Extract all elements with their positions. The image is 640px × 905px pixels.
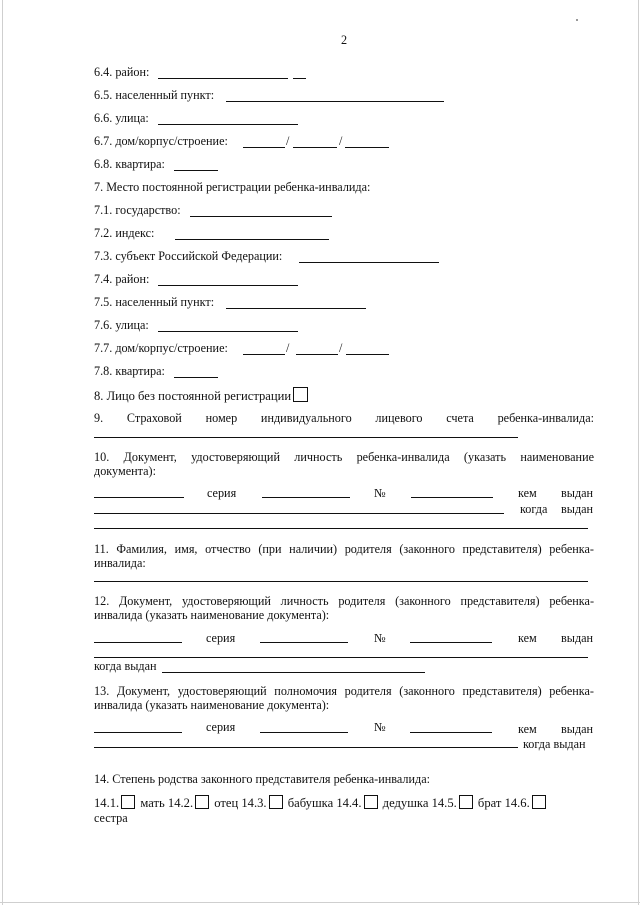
field-10-issue-date[interactable] (94, 528, 588, 529)
label-13-series: серия (206, 720, 236, 734)
field-6-5-settlement[interactable] (226, 101, 444, 102)
checkbox-grandfather[interactable] (364, 795, 378, 809)
option-code: 14.5. (431, 796, 457, 810)
field-10-number[interactable] (411, 497, 493, 498)
field-7-7-house[interactable] (243, 354, 285, 355)
field-7-7-building[interactable] (296, 354, 338, 355)
section-8-text: 8. Лицо без постоянной регистрации (94, 389, 292, 403)
label-7-3-region: 7.3. субъект Российской Федерации: (94, 249, 283, 263)
slash: / (286, 341, 290, 355)
field-6-7-structure[interactable] (345, 147, 389, 148)
option-code: 14.4. (336, 796, 362, 810)
field-13-issued-by[interactable] (94, 747, 518, 748)
field-6-7-house[interactable] (243, 147, 285, 148)
label-12-when-issued: когда выдан (94, 659, 157, 673)
label-7-6-street: 7.6. улица: (94, 318, 149, 332)
field-7-8-apartment[interactable] (174, 377, 218, 378)
label-13-when-issued: когда выдан (523, 737, 586, 751)
section-11-line2: инвалида: (94, 556, 146, 570)
field-11-parent-name[interactable] (94, 581, 588, 582)
section-10-line1: 10. Документ, удостоверяющий личность ребенка-инвалида (указать наименование (94, 450, 594, 464)
page-edge-bottom (0, 902, 640, 903)
page-number: 2 (341, 33, 348, 47)
s9-word: ребенка-инвалида: (497, 411, 594, 425)
field-6-4-district[interactable] (158, 78, 288, 79)
section-13-line2: инвалида (указать наименование документа): (94, 698, 330, 712)
label-10-when-issued: выдан (561, 502, 594, 516)
option-label-mother: мать (140, 796, 165, 810)
section-9-line (94, 412, 594, 424)
section-12-line1: 12. Документ, удостоверяющий личность родителя (законного представителя) ребенка- (94, 594, 594, 608)
label-7-4-district: 7.4. район: (94, 272, 150, 286)
field-12-number[interactable] (410, 642, 492, 643)
field-7-4-district[interactable] (158, 285, 298, 286)
label-12-issued: выдан (561, 631, 594, 645)
label-10-when: когда (520, 502, 548, 516)
section-11-line1: 11. Фамилия, имя, отчество (при наличии) родителя (законного представителя) ребенка- (94, 542, 594, 556)
checkbox-brother[interactable] (459, 795, 473, 809)
label-13-issued: выдан (561, 722, 594, 736)
field-7-1-country[interactable] (190, 216, 332, 217)
field-7-2-index[interactable] (175, 239, 329, 240)
label-6-4-district: 6.4. район: (94, 65, 150, 79)
field-9-snils[interactable] (94, 437, 518, 438)
checkbox-sister[interactable] (532, 795, 546, 809)
option-code: 14.2. (167, 796, 194, 810)
field-12-series[interactable] (260, 642, 348, 643)
field-10-doc-name[interactable] (94, 497, 184, 498)
slash: / (339, 134, 343, 148)
scan-speck (576, 19, 578, 21)
section-8-label (94, 387, 310, 403)
checkbox-mother[interactable] (121, 795, 135, 809)
field-7-3-region[interactable] (299, 262, 439, 263)
label-6-7-house: 6.7. дом/корпус/строение: (94, 134, 228, 148)
option-code: 14.3. (241, 796, 267, 810)
field-13-number[interactable] (410, 732, 492, 733)
field-6-7-building[interactable] (293, 147, 337, 148)
label-10-number: № (374, 486, 386, 500)
s9-word: Страховой (126, 411, 182, 425)
field-6-4-district-tail (293, 78, 306, 79)
page-edge-left (2, 0, 3, 905)
checkbox-grandmother[interactable] (269, 795, 283, 809)
option-label-grandmother: бабушка (287, 796, 334, 810)
s9-word: индивидуального (260, 411, 352, 425)
option-label-sister: сестра (94, 811, 128, 825)
field-6-6-street[interactable] (158, 124, 298, 125)
page-edge-right (638, 0, 639, 905)
section-7-heading: 7. Место постоянной регистрации ребенка-инвалида: (94, 180, 371, 194)
field-13-series[interactable] (260, 732, 348, 733)
option-code: 14.6. (504, 796, 530, 810)
field-7-7-structure[interactable] (346, 354, 389, 355)
field-7-6-street[interactable] (158, 331, 298, 332)
s9-word: номер (205, 411, 238, 425)
field-10-issued-by[interactable] (94, 513, 504, 514)
section-12-line2: инвалида (указать наименование документа): (94, 608, 330, 622)
option-label-brother: брат (477, 796, 502, 810)
option-label-father: отец (214, 796, 239, 810)
field-12-doc-name[interactable] (94, 642, 182, 643)
field-13-doc-name[interactable] (94, 732, 182, 733)
label-6-8-apartment: 6.8. квартира: (94, 157, 165, 171)
label-10-series: серия (207, 486, 237, 500)
label-7-8-apartment: 7.8. квартира: (94, 364, 165, 378)
label-12-number: № (374, 631, 386, 645)
s9-word: счета (446, 411, 474, 425)
checkbox-no-registration[interactable] (293, 387, 308, 402)
label-7-7-house: 7.7. дом/корпус/строение: (94, 341, 228, 355)
label-13-number: № (374, 720, 386, 734)
slash: / (286, 134, 290, 148)
field-12-issued-by[interactable] (94, 657, 588, 658)
label-7-1-country: 7.1. государство: (94, 203, 181, 217)
label-10-issued: выдан (561, 486, 594, 500)
checkbox-father[interactable] (195, 795, 209, 809)
section-10-line2: документа): (94, 464, 156, 478)
s9-word: 9. (94, 411, 104, 425)
label-7-5-settlement: 7.5. населенный пункт: (94, 295, 215, 309)
section-14-heading: 14. Степень родства законного представителя ребенка-инвалида: (94, 772, 430, 786)
slash: / (339, 341, 343, 355)
label-6-6-street: 6.6. улица: (94, 111, 149, 125)
label-12-series: серия (206, 631, 236, 645)
field-7-5-settlement[interactable] (226, 308, 366, 309)
section-14-options (94, 795, 548, 810)
option-label-grandfather: дедушка (382, 796, 429, 810)
label-6-5-settlement: 6.5. населенный пункт: (94, 88, 215, 102)
field-6-8-apartment[interactable] (174, 170, 218, 171)
label-12-issued-by: кем (518, 631, 537, 645)
label-13-issued-by: кем (518, 722, 537, 736)
option-code: 14.1. (94, 796, 120, 810)
label-10-issued-by: кем (518, 486, 537, 500)
field-12-issue-date[interactable] (162, 672, 425, 673)
s9-word: лицевого (375, 411, 423, 425)
field-10-series[interactable] (262, 497, 350, 498)
section-13-line1: 13. Документ, удостоверяющий полномочия родителя (законного представителя) ребенка- (94, 684, 594, 698)
label-7-2-index: 7.2. индекс: (94, 226, 155, 240)
